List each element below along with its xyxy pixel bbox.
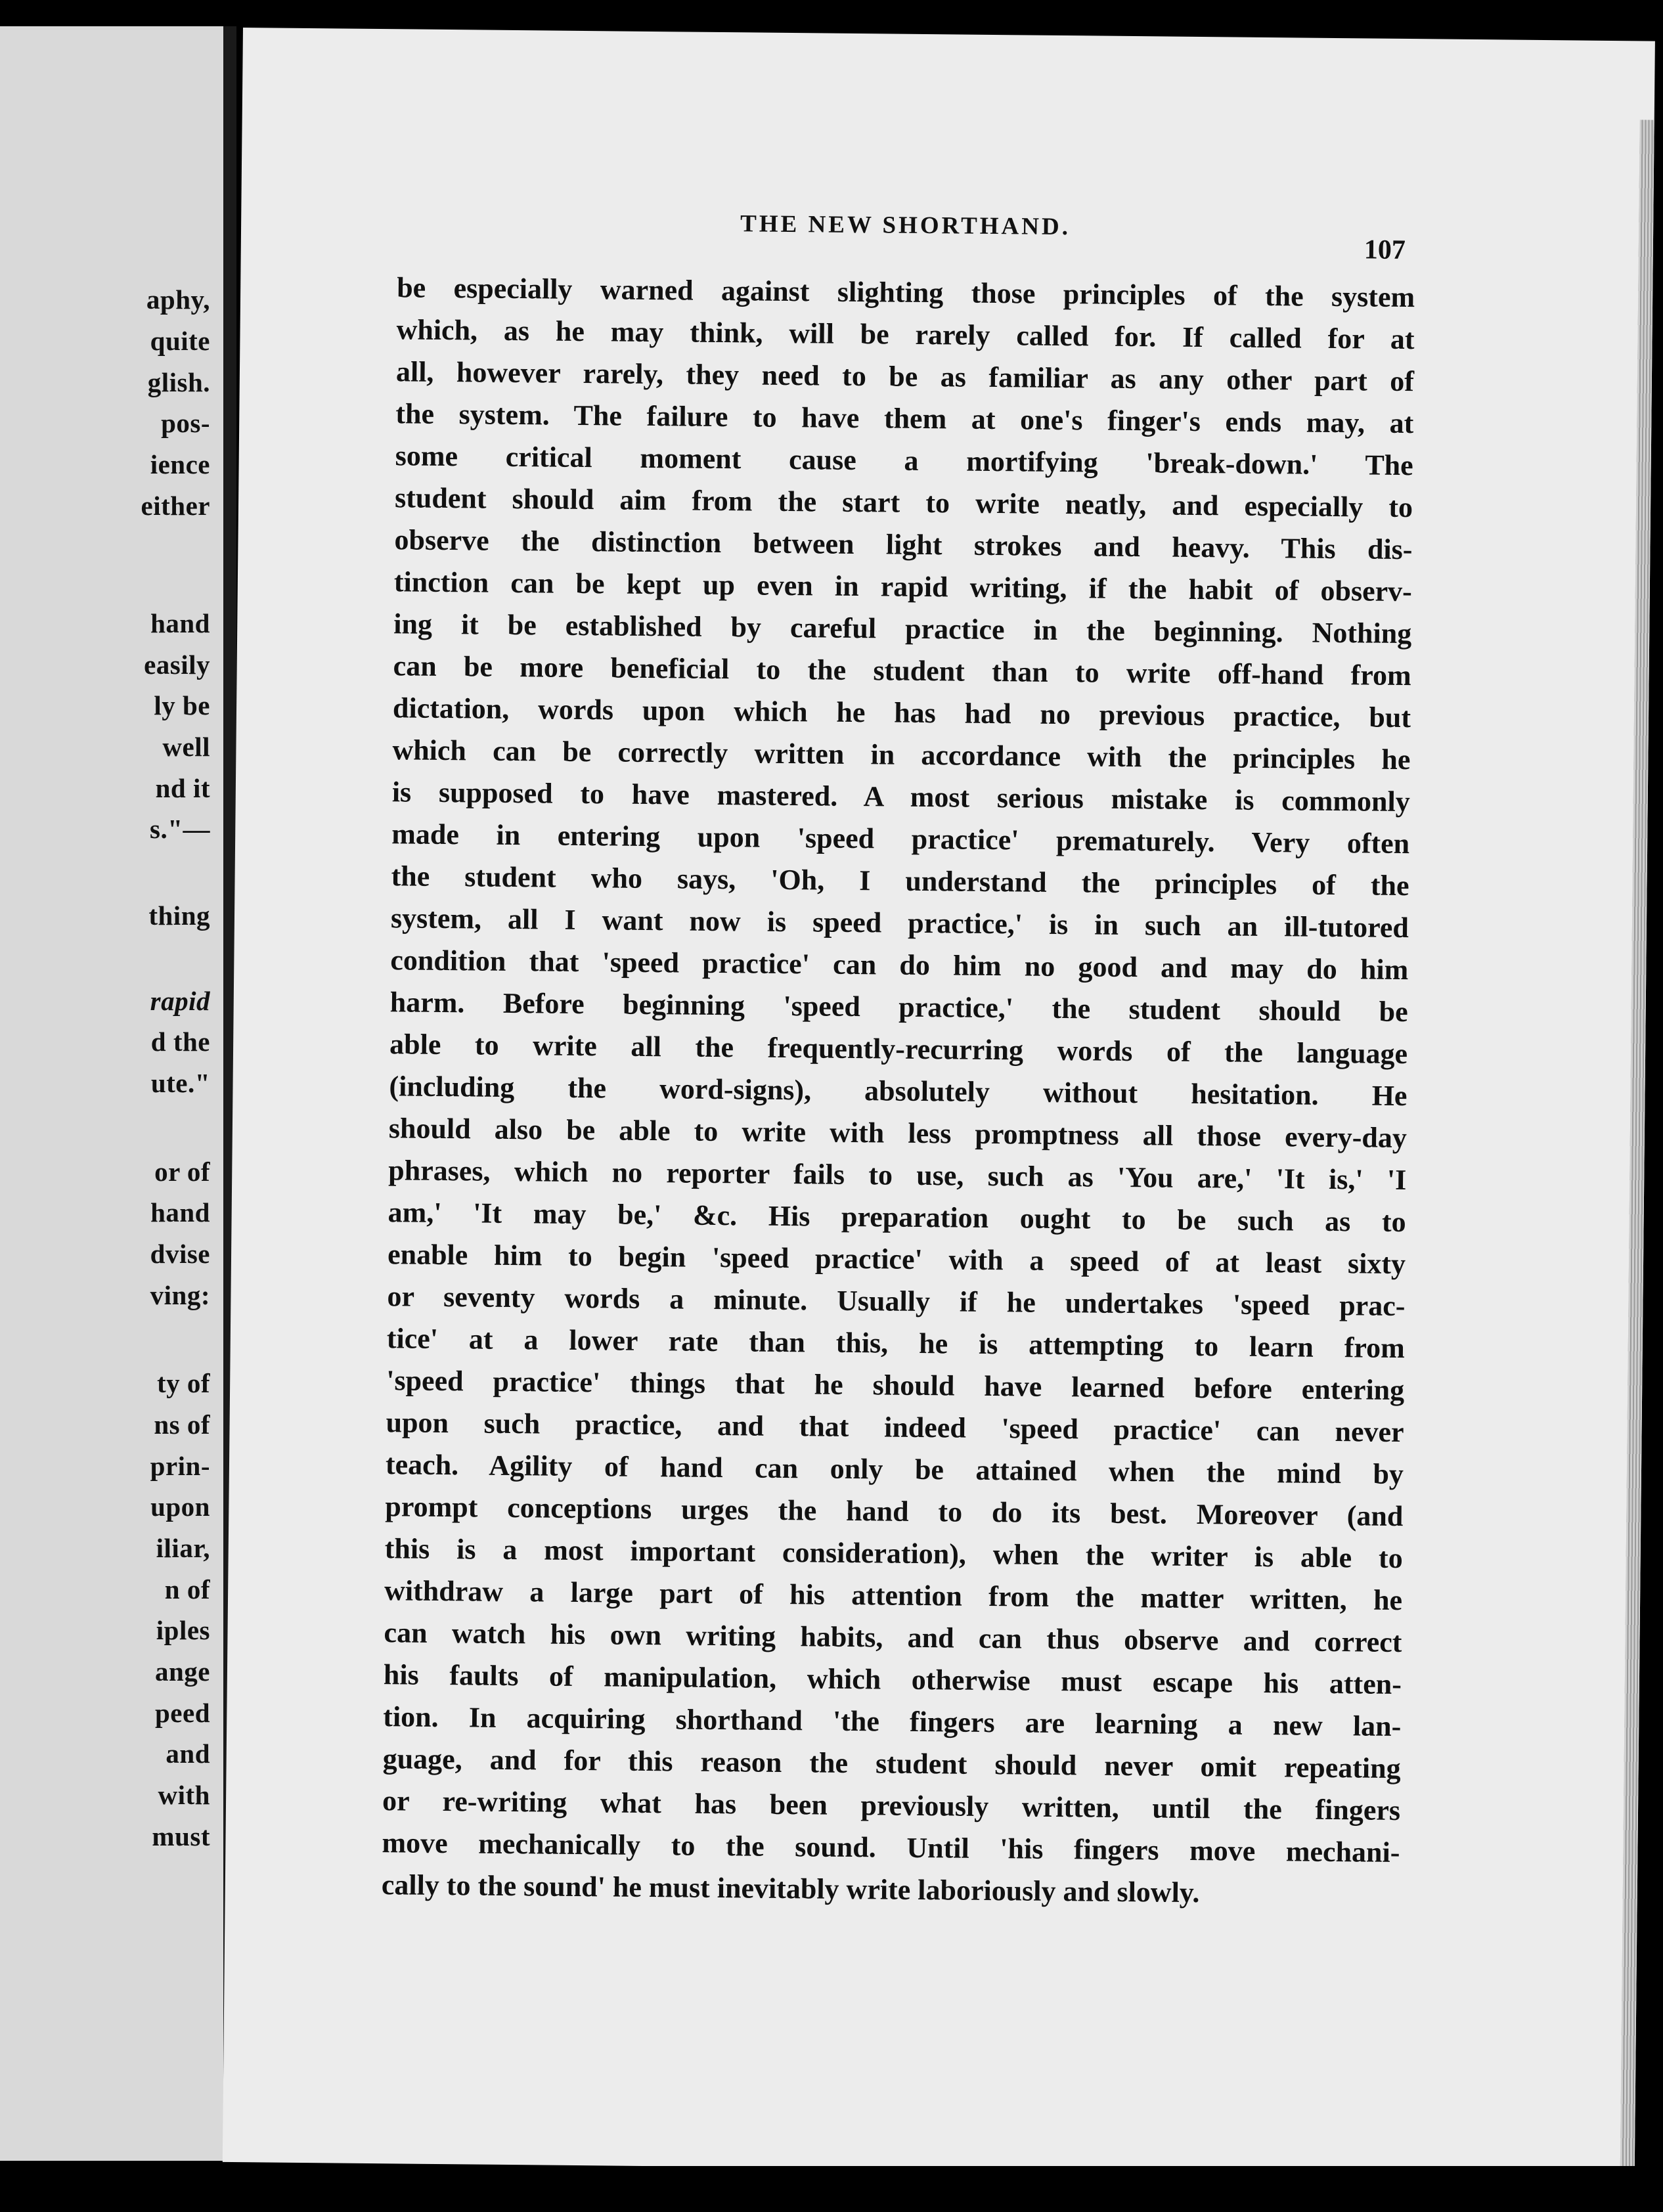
text-line: is supposed to have mastered. A most serious mistake is commonly [391, 776, 1411, 818]
text-line: his faults of manipulation, which otherwise must escape his atten- [383, 1658, 1402, 1701]
page-number: 107 [1364, 234, 1406, 266]
facing-page-line: hand [150, 608, 210, 638]
text-line: upon such practice, and that indeed 'speed practice' can never [386, 1406, 1404, 1449]
page-body-text [382, 267, 1415, 1916]
text-line: or re-writing what has been previously written, until the fingers [382, 1784, 1401, 1827]
facing-page-line: d the [150, 1027, 210, 1057]
facing-page-line: pos- [161, 408, 210, 438]
text-line: some critical moment cause a mortifying 'break-down.' The [395, 439, 1413, 482]
text-line: prompt conceptions urges the hand to do its best. Moreover (and [385, 1490, 1404, 1533]
text-line: tinction can be kept up even in rapid writing, if the habit of observ- [393, 565, 1413, 608]
facing-page-line: iliar, [156, 1533, 210, 1563]
text-line: phrases, which no reporter fails to use, such as 'You are,' 'It is,' 'I [388, 1154, 1407, 1197]
text-line: able to write all the frequently-recurring words of the language [389, 1028, 1408, 1071]
facing-page-line: upon [150, 1492, 210, 1522]
text-line: dictation, words upon which he has had no previous practice, but [392, 692, 1411, 734]
text-line: which, as he may think, will be rarely called for. If called for at [396, 313, 1415, 356]
facing-page-line: thing [148, 900, 210, 931]
text-line: ing it be established by careful practice in the beginning. Nothing [393, 608, 1412, 650]
facing-page-line: aphy, [146, 284, 210, 315]
facing-page-line: either [141, 491, 210, 521]
facing-page-line: well [162, 732, 210, 762]
text-line: tice' at a lower rate than this, he is attempting to learn from [386, 1322, 1406, 1365]
text-line: (including the word-signs), absolutely without hesitation. He [389, 1070, 1408, 1113]
text-line: withdraw a large part of his attention from the matter written, he [384, 1574, 1403, 1617]
facing-page-line: or of [154, 1157, 210, 1187]
text-line: all, however rarely, they need to be as familiar as any other part of [395, 355, 1415, 398]
facing-page-line: easily [144, 650, 210, 680]
facing-page-line: ns of [154, 1409, 210, 1440]
facing-page-line: n of [164, 1574, 210, 1604]
scan-bottom-shadow [197, 2166, 1663, 2212]
text-line: can watch his own writing habits, and can thus observe and correct [384, 1616, 1402, 1659]
text-line: cally to the sound' he must inevitably write laboriously and slowly. [381, 1869, 1200, 1909]
facing-page-line: peed [155, 1698, 210, 1728]
text-line: am,' 'It may be,' &c. His preparation ought to be such as to [388, 1196, 1406, 1239]
book-page [223, 28, 1655, 2175]
text-line: move mechanically to the sound. Until 'his fingers move mechani- [382, 1826, 1400, 1869]
facing-page-line: hand [150, 1197, 210, 1228]
text-line: tion. In acquiring shorthand 'the fingers are learning a new lan- [383, 1700, 1402, 1743]
text-line: the student who says, 'Oh, I understand the principles of the [391, 860, 1409, 902]
text-line: observe the distinction between light strokes and heavy. This dis- [394, 523, 1413, 566]
text-line: which can be correctly written in accordance with the principles he [392, 734, 1411, 776]
facing-page-line: with [158, 1780, 210, 1810]
text-line: system, all I want now is speed practice,' is in such an ill-tutored [390, 902, 1409, 944]
text-line: this is a most important consideration), when the writer is able to [384, 1532, 1403, 1575]
text-line: condition that 'speed practice' can do him no good and may do him [390, 944, 1409, 986]
facing-page-line: s."— [150, 814, 210, 844]
facing-page-line: dvise [150, 1239, 210, 1269]
text-line: teach. Agility of hand can only be attained when the mind by [385, 1448, 1404, 1491]
text-line: should also be able to write with less promptness all those every-day [388, 1112, 1408, 1155]
facing-page-line: nd it [155, 773, 210, 803]
text-line: the system. The failure to have them at one's finger's ends may, at [395, 397, 1414, 440]
facing-page-line: ly be [154, 690, 210, 720]
text-line: student should aim from the start to write neatly, and especially to [394, 481, 1413, 524]
facing-page-line: rapid [150, 986, 210, 1016]
text-line: enable him to begin 'speed practice' with a speed of at least sixty [387, 1238, 1406, 1281]
facing-page-line: ving: [150, 1280, 210, 1310]
page-edge-stack [1620, 120, 1654, 2212]
facing-page-line: must [152, 1821, 210, 1851]
text-line: be especially warned against slighting those principles of the system [396, 271, 1415, 314]
text-line: 'speed practice' things that he should have learned before entering [386, 1364, 1405, 1407]
facing-page-fragment [0, 26, 223, 2161]
running-head: THE NEW SHORTHAND. [740, 210, 1071, 241]
facing-page-line: prin- [150, 1451, 210, 1481]
text-line: made in entering upon 'speed practice' prematurely. Very often [391, 818, 1410, 860]
facing-page-line: ange [155, 1656, 210, 1687]
facing-page-line: ute." [150, 1068, 210, 1098]
text-line: can be more beneficial to the student than to write off-hand from [393, 650, 1411, 692]
text-line: or seventy words a minute. Usually if he undertakes 'speed prac- [387, 1280, 1406, 1323]
text-line: guage, and for this reason the student should never omit repeating [382, 1742, 1401, 1785]
facing-page-line: ience [150, 449, 210, 479]
text-line: harm. Before beginning 'speed practice,' the student should be [389, 986, 1408, 1029]
facing-page-text [0, 26, 210, 2161]
facing-page-line: ty of [156, 1368, 210, 1398]
facing-page-line: and [166, 1738, 210, 1769]
facing-page-line: iples [156, 1615, 210, 1645]
facing-page-line: quite [150, 326, 210, 356]
facing-page-line: glish. [147, 367, 210, 397]
